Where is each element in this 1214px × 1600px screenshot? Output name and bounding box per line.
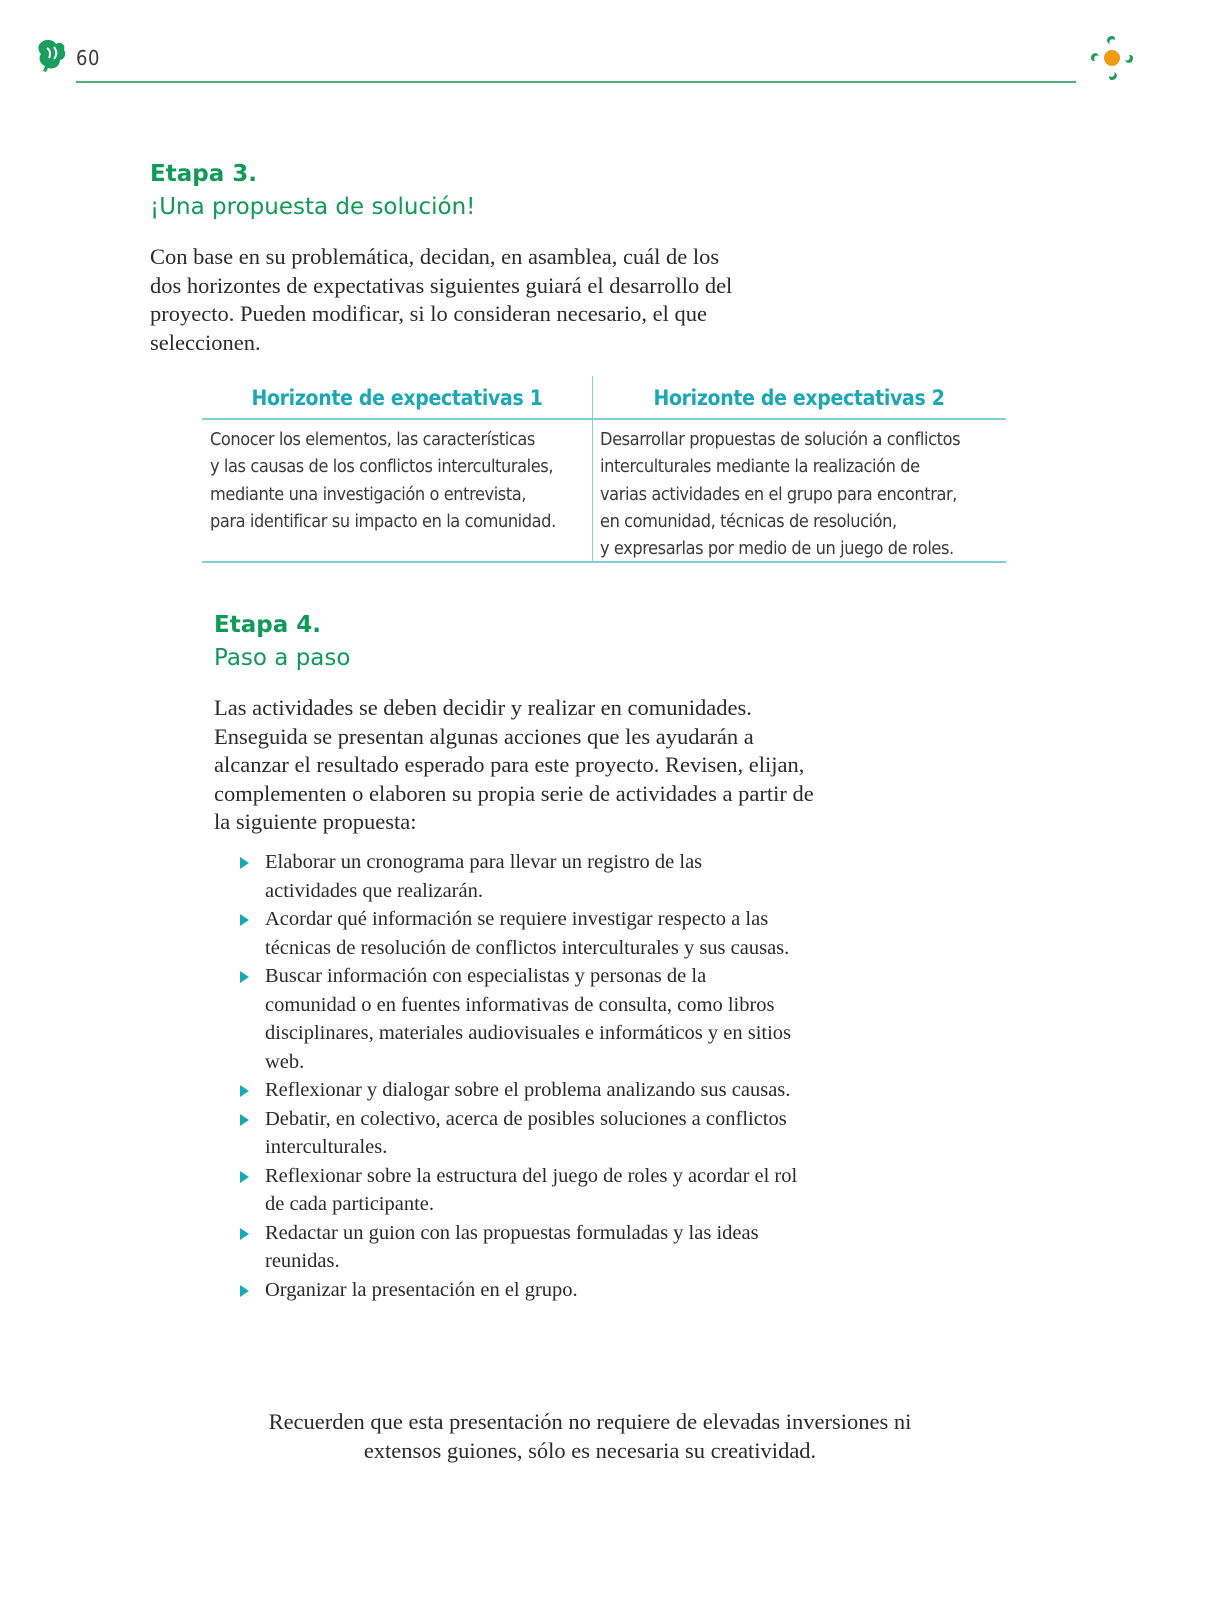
table-bottom-rule xyxy=(202,561,1006,563)
activity-text: Debatir, en colectivo, acerca de posibles soluciones a conflictos interculturales. xyxy=(265,1107,787,1158)
expectations-2-body: Desarrollar propuestas de solución a conflictos interculturales mediante la realización de varias actividades en el grupo para encontrar, en comunidad, técnicas de resolución, y expresarlas por medio de un juego de roles. xyxy=(600,429,961,560)
list-item xyxy=(238,1105,798,1162)
list-item xyxy=(238,962,798,1076)
bullet-arrow-icon xyxy=(240,1171,249,1183)
stage-3-heading xyxy=(150,158,475,224)
list-item xyxy=(238,1162,798,1219)
header-divider xyxy=(76,81,1076,83)
list-item xyxy=(238,905,798,962)
bullet-arrow-icon xyxy=(240,914,249,926)
bullet-arrow-icon xyxy=(240,971,249,983)
book-logo-icon xyxy=(36,38,68,72)
expectations-1-body: Conocer los elementos, las características y las causas de los conflictos interculturales, mediante una investigación o entrevista, para identificar su impacto en la comunidad. xyxy=(210,429,556,532)
activity-text: Redactar un guion con las propuestas formuladas y las ideas reunidas. xyxy=(265,1221,759,1272)
expectations-column-2 xyxy=(592,378,1006,563)
list-item xyxy=(238,1076,798,1105)
bullet-arrow-icon xyxy=(240,1114,249,1126)
expectations-1-header: Horizonte de expectativas 1 xyxy=(251,386,543,410)
stage-3-title: ¡Una propuesta de solución! xyxy=(150,194,476,220)
bullet-arrow-icon xyxy=(240,1285,249,1297)
list-item xyxy=(238,1219,798,1276)
activity-text: Reflexionar y dialogar sobre el problema analizando sus causas. xyxy=(265,1079,791,1101)
table-header-rule xyxy=(202,418,1006,420)
activity-text: Reflexionar sobre la estructura del juego de roles y acordar el rol de cada participante. xyxy=(265,1164,798,1215)
stage-4-heading xyxy=(214,609,350,675)
stage-3-intro: Con base en su problemática, decidan, en asamblea, cuál de los dos horizontes de expectativas siguientes guiará el desarrollo del proyecto. Pueden modificar, si lo consideran necesario, el que seleccionen. xyxy=(150,244,733,355)
page-number: 60 xyxy=(76,46,100,70)
bullet-arrow-icon xyxy=(240,1085,249,1097)
expectations-table xyxy=(202,378,1006,563)
list-item xyxy=(238,848,798,905)
list-item xyxy=(238,1276,798,1305)
stage-4-intro: Las actividades se deben decidir y realizar en comunidades. Enseguida se presentan algunas acciones que les ayudarán a alcanzar el resultado esperado para este proyecto. Revisen, elijan, complementen o elaboren su propia serie de actividades a partir de la siguiente propuesta: xyxy=(214,695,814,834)
stage-4-title: Paso a paso xyxy=(214,645,351,671)
stage-4-label: Etapa 4. xyxy=(214,612,321,638)
activity-list xyxy=(238,848,798,1304)
activity-text: Organizar la presentación en el grupo. xyxy=(265,1278,578,1301)
community-emblem-icon xyxy=(1085,30,1139,86)
activity-text: Elaborar un cronograma para llevar un registro de las actividades que realizarán. xyxy=(265,851,703,902)
bullet-arrow-icon xyxy=(240,1228,249,1240)
activity-text: Acordar qué información se requiere investigar respecto a las técnicas de resolución de conflictos interculturales y sus causas. xyxy=(265,908,790,959)
activity-text: Buscar información con especialistas y personas de la comunidad o en fuentes informativas de consulta, como libros disciplinares, materiales audiovisuales e informáticos y en sitios web. xyxy=(265,965,792,1073)
stage-3-label: Etapa 3. xyxy=(150,161,257,187)
expectations-2-header: Horizonte de expectativas 2 xyxy=(653,386,945,410)
bullet-arrow-icon xyxy=(240,857,249,869)
closing-note: Recuerden que esta presentación no requiere de elevadas inversiones ni extensos guiones, sólo es necesaria su creatividad. xyxy=(268,1409,912,1463)
table-column-divider xyxy=(592,376,593,563)
expectations-column-1 xyxy=(202,378,592,563)
